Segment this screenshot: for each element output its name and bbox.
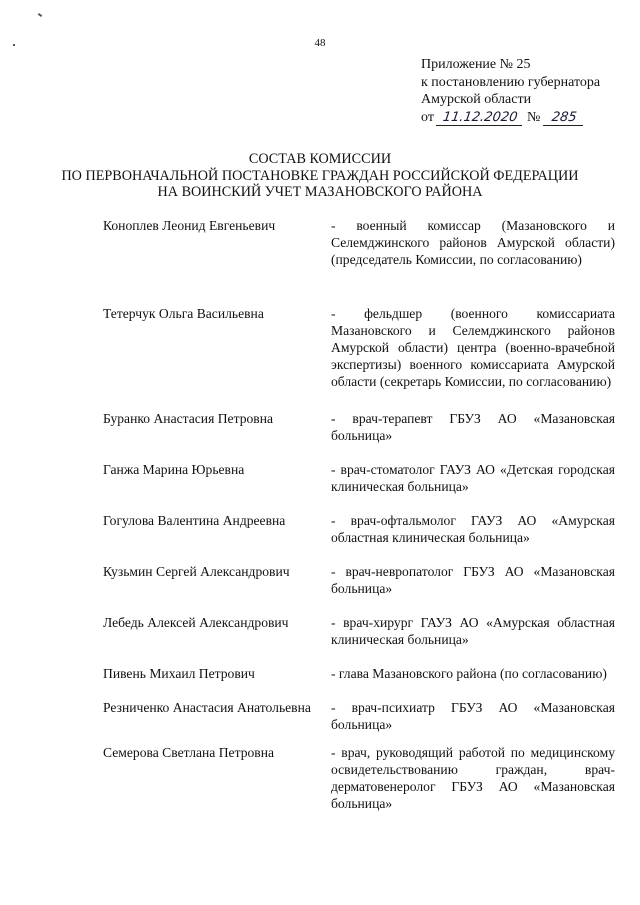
member-name: Коноплев Леонид Евгеньевич <box>103 218 276 233</box>
member-name: Тетерчук Ольга Васильевна <box>103 306 264 321</box>
member-row <box>103 744 618 812</box>
member-row <box>103 614 618 648</box>
title-line-1: СОСТАВ КОМИССИИ <box>248 151 392 167</box>
handwritten-date: 11.12.2020 <box>436 111 524 126</box>
scan-speck <box>38 13 42 17</box>
member-row <box>103 461 618 495</box>
title-line-2: ПО ПЕРВОНАЧАЛЬНОЙ ПОСТАНОВКЕ ГРАЖДАН РОССИЙСКОЙ ФЕДЕРАЦИИ <box>61 167 579 184</box>
member-row <box>103 563 618 597</box>
member-row <box>103 699 618 733</box>
member-role: - врач-офтальмолог ГАУЗ АО «Амурская областная клиническая больница» <box>331 513 615 545</box>
member-name: Семерова Светлана Петровна <box>103 745 275 760</box>
appendix-number: Приложение № 25 <box>421 57 531 72</box>
number-prefix: № <box>526 109 541 125</box>
member-role: - врач-терапевт ГБУЗ АО «Мазановская больница» <box>331 411 615 443</box>
member-name: Пивень Михаил Петрович <box>103 666 255 681</box>
member-role: - врач-хирург ГАУЗ АО «Амурская областная клиническая больница» <box>331 615 615 647</box>
commission-member-list <box>103 217 618 824</box>
member-name: Гогулова Валентина Андреевна <box>103 513 286 528</box>
page-number: 48 <box>314 37 326 49</box>
member-role: - глава Мазановского района (по согласованию) <box>331 666 607 681</box>
member-row <box>103 665 618 682</box>
member-role: - врач-невропатолог ГБУЗ АО «Мазановская больница» <box>331 564 615 596</box>
appendix-date-line <box>421 109 600 127</box>
member-role: - врач, руководящий работой по медицинскому освидетельствованию граждан, врач-дерматовенеролог ГБУЗ АО «Мазановская больница» <box>331 745 615 811</box>
member-role: - врач-психиатр ГБУЗ АО «Мазановская больница» <box>331 700 615 732</box>
member-name: Кузьмин Сергей Александрович <box>103 564 290 579</box>
document-title <box>0 151 640 201</box>
appendix-region: Амурской области <box>421 92 532 107</box>
member-row <box>103 512 618 546</box>
member-row <box>103 410 618 444</box>
member-role: - врач-стоматолог ГАУЗ АО «Детская городская клиническая больница» <box>331 462 615 494</box>
member-role: - военный комиссар (Мазановского и Селемджинского районов Амурской области) (председатель Комиссии, по согласованию) <box>331 218 615 267</box>
handwritten-number: 285 <box>543 111 585 126</box>
date-prefix: от <box>421 109 434 125</box>
appendix-decree-reference: к постановлению губернатора <box>421 74 601 90</box>
member-name: Буранко Анастасия Петровна <box>103 411 274 426</box>
member-name: Резниченко Анастасия Анатольевна <box>103 700 311 715</box>
member-row <box>103 305 618 390</box>
member-role: - фельдшер (военного комиссариата Мазановского и Селемджинского районов Амурской области) центра (военно-врачебной экспертизы) военного комиссариата Амурской области (секретарь Комиссии, по согласованию) <box>331 306 615 389</box>
member-name: Лебедь Алексей Александрович <box>103 615 289 630</box>
appendix-header <box>421 56 600 126</box>
member-name: Ганжа Марина Юрьевна <box>103 462 245 477</box>
member-row <box>103 217 618 268</box>
title-line-3: НА ВОИНСКИЙ УЧЕТ МАЗАНОВСКОГО РАЙОНА <box>157 184 483 200</box>
